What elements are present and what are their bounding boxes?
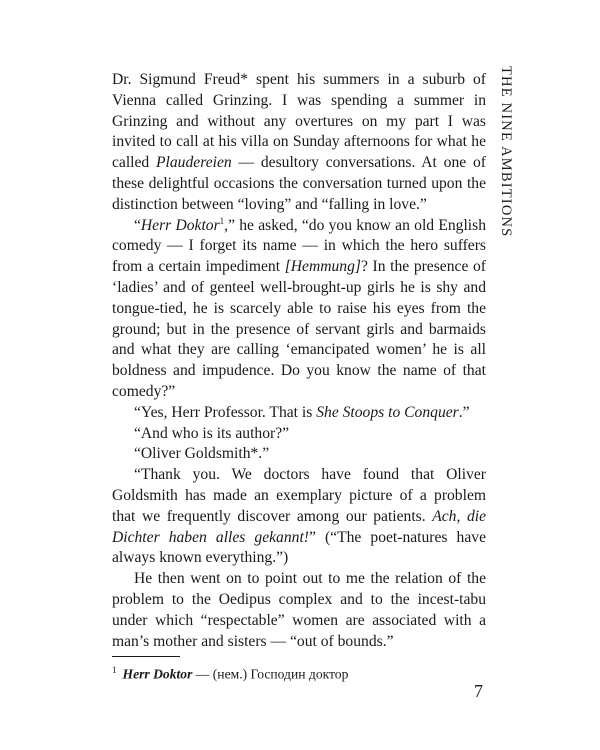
footnote-text: — (нем.) Господин доктор	[192, 666, 349, 682]
paragraph-4: “And who is its author?”	[134, 424, 290, 442]
paragraph-2: “Herr Doktor$^1$,” he asked, “do you know an old English comedy — I forget its name — in which the hero suffers from a certain impediment [Hemmung]? In the presence of ‘ladies’ and of genteel well-brought-up girls he is shy and tongue-tied, he is scarcely able to raise his eyes from the ground; but in the presence of servant girls and barmaids and what they are calling ‘emancipated women’ he is all boldness and impudence. Do you know the name of that comedy?”	[112, 215, 486, 400]
footnote	[112, 661, 348, 684]
body-text	[112, 70, 486, 652]
paragraph-1: Dr. Sigmund Freud* spent his summers in a suburb of Vienna called Grinzing. I was spending a summer in Grinzing and without any overtures on my part I was invited to call at his villa on Sunday afternoons for what he called Plaudereien — desultory conversations. At one of these delightful occasions the conversation turned upon the distinction between “loving” and “falling in love.”	[112, 71, 486, 213]
footnote-term: Herr Doktor	[122, 666, 193, 682]
paragraph-5: “Oliver Goldsmith*.”	[134, 445, 270, 463]
paragraph-6: “Thank you. We doctors have found that Oliver Goldsmith has made an exemplary picture of a problem that we frequently discover among our patients. Ach, die Dichter haben alles gekannt!” (“The poet-natures have always known everything.”)	[112, 466, 486, 567]
paragraph-7: He then went on to point out to me the relation of the problem to the Oedipus complex and to the incest-tabu under which “respectable” women are associated with a man’s mother and sisters — “out of bounds.”	[112, 570, 486, 650]
footnote-divider	[112, 656, 180, 657]
footnote-reference: 1	[219, 215, 225, 226]
paragraph-3: “Yes, Herr Professor. That is She Stoops to Conquer.”	[134, 403, 470, 421]
page-number: 7	[474, 681, 483, 701]
running-head: THE NINE AMBITIONS	[498, 66, 514, 238]
footnote-marker: 1	[112, 665, 117, 675]
